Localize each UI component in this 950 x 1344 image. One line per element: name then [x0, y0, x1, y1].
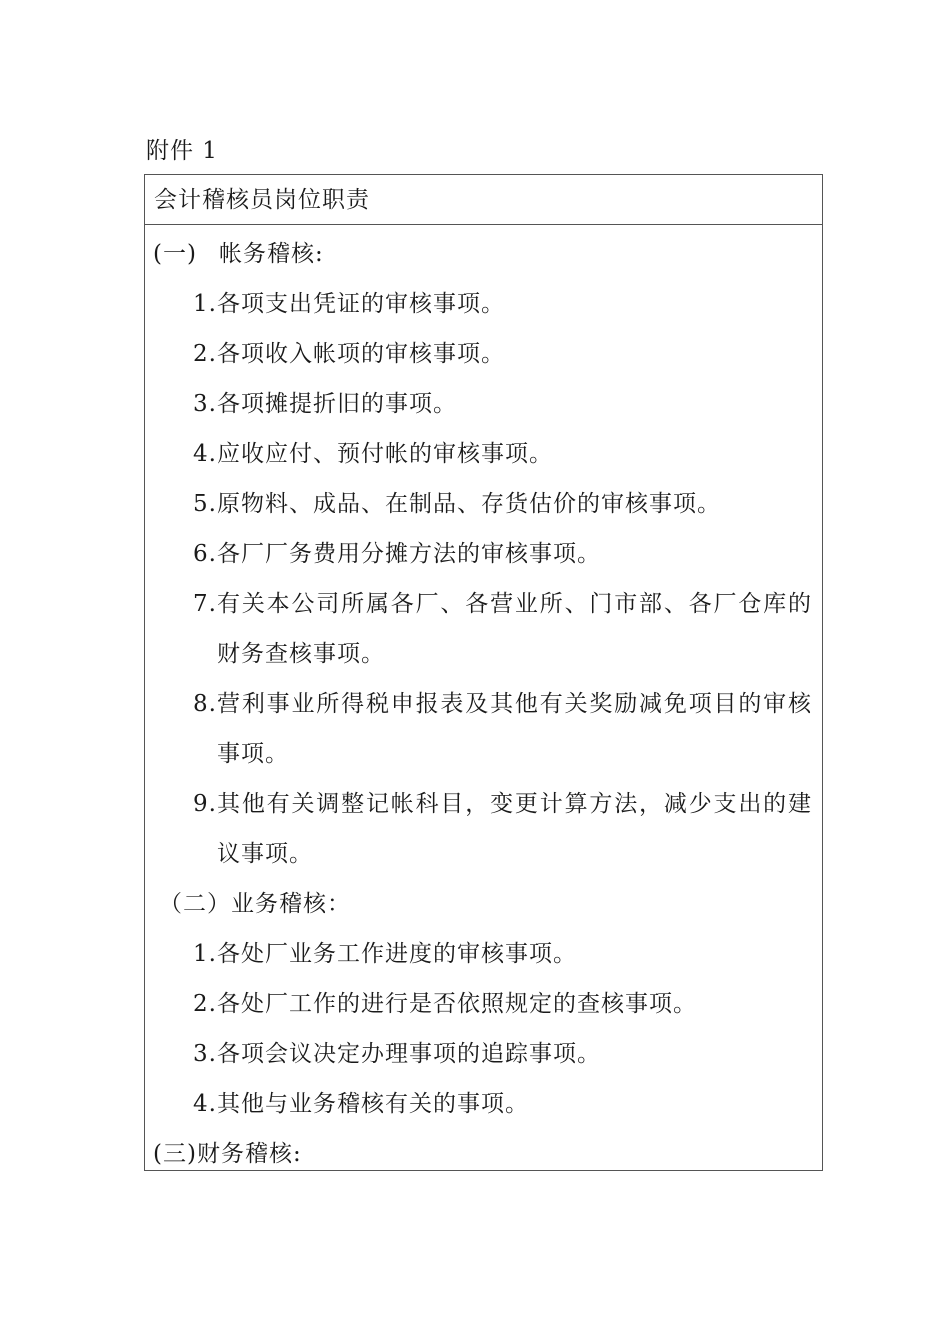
- item-text: 各项会议决定办理事项的追踪事项。: [217, 1041, 601, 1067]
- list-item: [153, 279, 812, 329]
- list-item: [153, 979, 812, 1029]
- item-text: 各项支出凭证的审核事项。: [217, 291, 505, 317]
- list-item: [153, 579, 812, 679]
- section-heading-business: （二）业务稽核：: [159, 891, 351, 917]
- item-number: 1.: [193, 291, 217, 317]
- list-item: [153, 329, 812, 379]
- list-item: [153, 529, 812, 579]
- item-number: 3.: [193, 391, 217, 417]
- item-text: 营利事业所得税申报表及其他有关奖励减免项目的审核事项。: [217, 691, 812, 767]
- item-number: 9.: [193, 791, 217, 817]
- item-text: 原物料、成品、在制品、存货估价的审核事项。: [217, 491, 721, 517]
- item-number: 4.: [193, 1091, 217, 1117]
- list-item: [153, 779, 812, 879]
- item-number: 4.: [193, 441, 217, 467]
- list-item: [153, 1079, 812, 1129]
- item-text: 其他与业务稽核有关的事项。: [217, 1091, 529, 1117]
- list-item: [153, 479, 812, 529]
- item-number: 2.: [193, 991, 217, 1017]
- list-item: [153, 429, 812, 479]
- item-number: 3.: [193, 1041, 217, 1067]
- item-text: 各厂厂务费用分摊方法的审核事项。: [217, 541, 601, 567]
- section-heading-finance: (三)财务稽核:: [153, 1141, 302, 1167]
- section-number: (一): [153, 241, 197, 267]
- section-heading-accounts: [153, 229, 812, 279]
- table-body: [145, 225, 822, 1170]
- item-number: 6.: [193, 541, 217, 567]
- list-item: [153, 929, 812, 979]
- attachment-label: 附件 1: [146, 138, 218, 164]
- list-item: [153, 1029, 812, 1079]
- item-number: 7.: [193, 591, 217, 617]
- item-text: 有关本公司所属各厂、各营业所、门市部、各厂仓库的财务查核事项。: [217, 591, 812, 667]
- item-text: 各处厂业务工作进度的审核事项。: [217, 941, 577, 967]
- item-text: 应收应付、预付帐的审核事项。: [217, 441, 553, 467]
- item-text: 其他有关调整记帐科目，变更计算方法，减少支出的建议事项。: [217, 791, 812, 867]
- item-number: 1.: [193, 941, 217, 967]
- item-number: 8.: [193, 691, 217, 717]
- table-title: 会计稽核员岗位职责: [145, 175, 822, 225]
- item-text: 各处厂工作的进行是否依照规定的查核事项。: [217, 991, 697, 1017]
- section-title: 帐务稽核:: [219, 241, 324, 267]
- item-text: 各项收入帐项的审核事项。: [217, 341, 505, 367]
- item-number: 2.: [193, 341, 217, 367]
- item-text: 各项摊提折旧的事项。: [217, 391, 457, 417]
- item-number: 5.: [193, 491, 217, 517]
- duties-table: [144, 174, 823, 1171]
- list-item: [153, 679, 812, 779]
- list-item: [153, 379, 812, 429]
